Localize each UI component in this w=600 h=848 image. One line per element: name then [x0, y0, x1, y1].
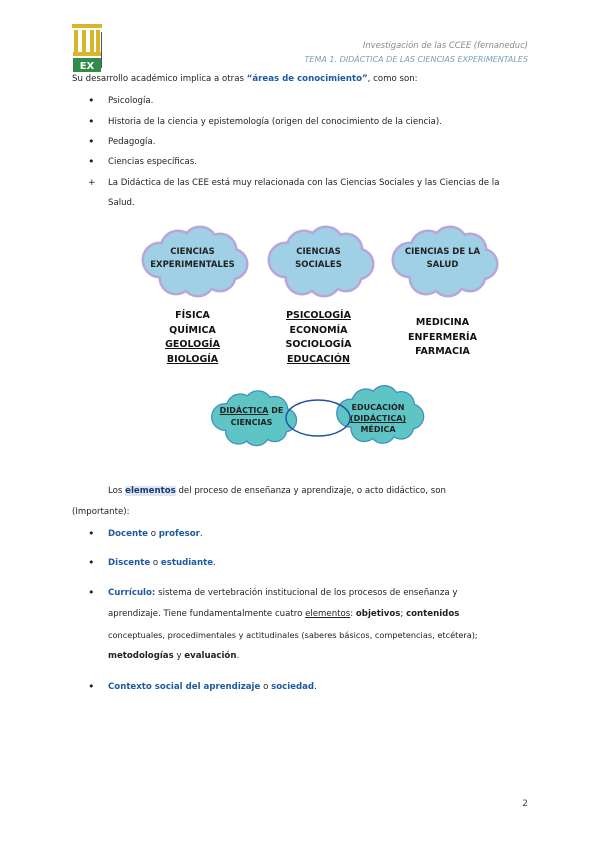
item-curriculo-line1: Currículo: sistema de vertebración institucional de los procesos de enseñanza y	[108, 588, 458, 598]
cloud-label-didactica: DIDÁCTICA DE CIENCIAS	[219, 406, 284, 427]
elements-highlight: elementos	[125, 486, 176, 496]
plus-icon: +	[88, 178, 96, 188]
cloud-label-experimentales: CIENCIAS EXPERIMENTALES	[150, 247, 235, 270]
bullet-dot: •	[88, 94, 95, 107]
elements-paragraph-line1: Los elementos del proceso de enseñanza y aprendizaje, o acto didáctico, son	[108, 486, 446, 496]
list-experimentales: FÍSICA QUÍMICA GEOLOGÍA BIOLOGÍA	[165, 310, 220, 365]
cloud-label-sociales: CIENCIAS SOCIALES	[295, 247, 342, 270]
bullet-dot: •	[88, 556, 95, 569]
item-curriculo-line3: conceptuales, procedimentales y actitudinales (saberes básicos, competencias, etcétera);	[108, 630, 478, 640]
intro-text: Su desarrollo académico implica a otras	[72, 74, 247, 84]
item-curriculo-line2: aprendizaje. Tiene fundamentalmente cuatro elementos: objetivos; contenidos	[108, 609, 460, 619]
list-item: Historia de la ciencia y epistemología (origen del conocimiento de la ciencia).	[108, 117, 443, 127]
cloud-label-salud: CIENCIAS DE LA SALUD	[404, 247, 481, 270]
item-discente: Discente o estudiante.	[108, 558, 216, 568]
page-number: 2	[522, 799, 528, 809]
list-item: Ciencias específicas.	[108, 157, 197, 167]
intro-highlight: “áreas de conocimiento”	[246, 74, 368, 84]
header-title: Investigación de las CCEE (fernaneduc)	[362, 40, 528, 50]
bullet-dot: •	[88, 527, 95, 540]
bullet-dot: •	[88, 680, 95, 693]
item-curriculo-line4: metodologías y evaluación.	[108, 651, 240, 661]
list-item: Psicología.	[108, 96, 154, 106]
bullet-dot: •	[88, 155, 95, 168]
list-item: Pedagogía.	[108, 137, 156, 147]
cloud-label-educacion-medica: EDUCACIÓN (DIDÁCTICA) MÉDICA	[349, 403, 407, 434]
svg-text:EX: EX	[79, 61, 95, 72]
bullet-dot: •	[88, 135, 95, 148]
bullet-dot: •	[88, 115, 95, 128]
list-item-plus-line1: La Didáctica de las CEE está muy relacionada con las Ciencias Sociales y las Ciencias de la	[108, 178, 500, 188]
header-subtitle: TEMA 1. DIDÁCTICA DE LAS CIENCIAS EXPERIMENTALES	[304, 55, 528, 64]
intro-text-end: , como son:	[367, 74, 418, 84]
list-item-plus-line2: Salud.	[108, 198, 135, 208]
list-sociales: PSICOLOGÍA ECONOMÍA SOCIOLOGÍA EDUCACIÓN	[285, 310, 352, 365]
elements-paragraph-line2: (Importante):	[72, 507, 130, 517]
list-salud: MEDICINA ENFERMERÍA FARMACIA	[408, 317, 477, 357]
item-docente: Docente o profesor.	[108, 529, 203, 539]
bullet-dot: •	[88, 586, 95, 599]
item-contexto: Contexto social del aprendizaje o sociedad.	[108, 682, 317, 692]
